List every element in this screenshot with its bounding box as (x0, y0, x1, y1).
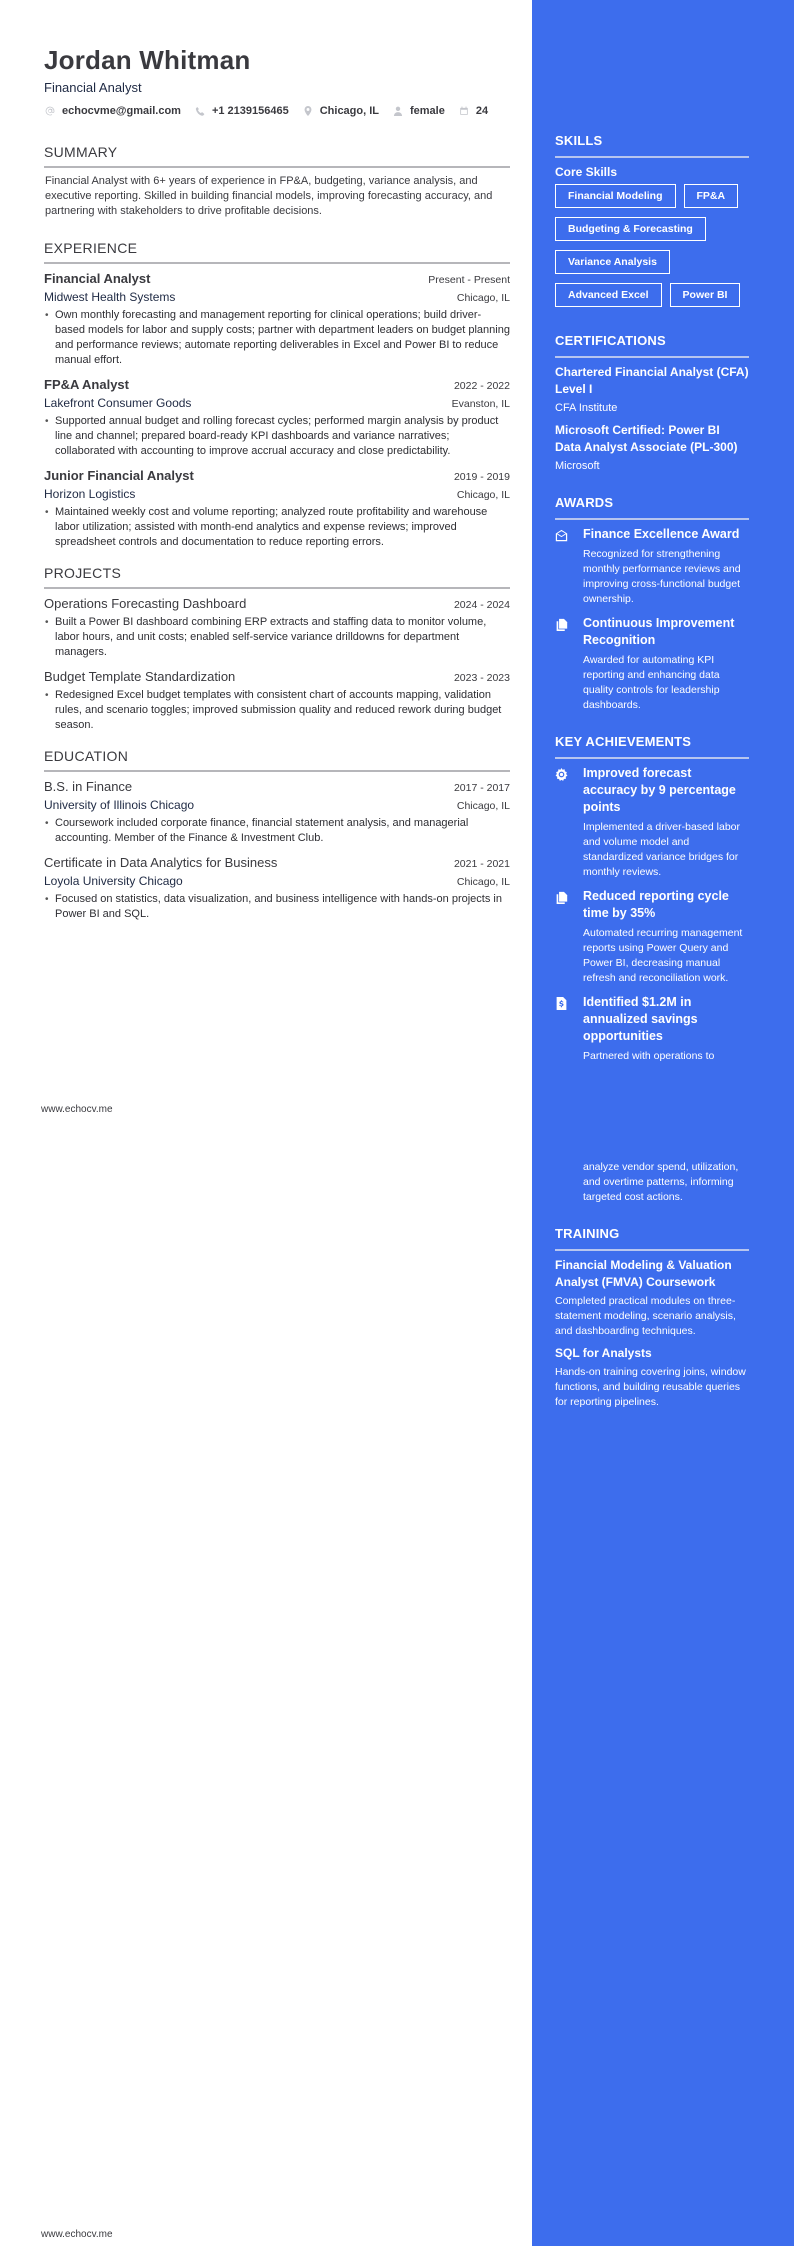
award-item (555, 615, 749, 713)
project-bullet: • Built a Power BI dashboard combining ERP extracts and staffing data to monitor volume, labor hours, and unit costs; enabled self-service variance drilldowns for department managers. (44, 615, 510, 660)
company-name: Midwest Health Systems (44, 290, 176, 304)
job-title: FP&A Analyst (44, 377, 129, 392)
education-entry (44, 778, 510, 846)
section-title: SKILLS (555, 132, 749, 158)
at-sign-icon (44, 105, 56, 117)
certification-name: Chartered Financial Analyst (CFA) Level I (555, 365, 749, 396)
contact-gender (392, 105, 445, 117)
award-description: Awarded for automating KPI reporting and enhancing data quality controls for leadership dashboards. (583, 654, 720, 711)
job-location: Chicago, IL (456, 489, 510, 501)
summary-section (44, 143, 510, 219)
achievement-title: Reduced reporting cycle time by 35% (583, 889, 729, 920)
page-break-gap (583, 1064, 749, 1160)
school-name: University of Illinois Chicago (44, 798, 195, 812)
contact-phone[interactable] (194, 105, 289, 117)
training-description: Hands-on training covering joins, window functions, and building reusable queries for reporting pipelines. (555, 1366, 746, 1408)
email-text: echocvme@gmail.com (62, 105, 181, 117)
job-bullet: • Supported annual budget and rolling forecast cycles; performed margin analysis by product line and channel; prepared board-ready KPI dashboards and variance narratives; collaborated with accounting to improve accrual accuracy and close predictability. (44, 414, 510, 459)
achievement-title: Identified $1.2M in annualized savings opportunities (583, 995, 698, 1043)
job-title: Junior Financial Analyst (44, 468, 194, 483)
education-dates: 2021 - 2021 (453, 858, 510, 870)
award-item (555, 526, 749, 607)
project-dates: 2024 - 2024 (453, 599, 510, 611)
project-bullet: • Redesigned Excel budget templates with consistent chart of accounts mapping, validation rules, and scenario toggles; improved submission quality and reduced rework during budget season. (44, 688, 510, 733)
certification-issuer: CFA Institute (555, 402, 618, 414)
skill-chip[interactable]: Advanced Excel (555, 283, 662, 307)
achievement-description: Partnered with operations to (583, 1050, 715, 1062)
project-dates: 2023 - 2023 (453, 672, 510, 684)
skill-chip[interactable]: Variance Analysis (555, 250, 670, 274)
section-title: TRAINING (555, 1225, 749, 1251)
location-text: Chicago, IL (319, 105, 379, 117)
training-section (555, 1225, 749, 1410)
job-location: Chicago, IL (456, 292, 510, 304)
achievement-item (555, 765, 749, 880)
skills-group-title: Core Skills (555, 165, 618, 179)
phone-text: +1 2139156465 (211, 105, 289, 117)
envelope-open-icon (555, 526, 583, 607)
phone-icon (194, 105, 206, 117)
section-title: CERTIFICATIONS (555, 332, 749, 358)
contact-age (458, 105, 488, 117)
project-name: Operations Forecasting Dashboard (44, 596, 247, 611)
achievement-description: Automated recurring management reports using Power Query and Power BI, decreasing manual refresh and reconciliation work. (583, 927, 743, 984)
footer-link-page2[interactable]: www.echocv.me (41, 2229, 113, 2240)
degree-name: B.S. in Finance (44, 779, 133, 794)
footer-link-page1[interactable]: www.echocv.me (41, 1104, 113, 1115)
job-dates: 2022 - 2022 (453, 380, 510, 392)
award-title: Finance Excellence Award (583, 527, 740, 541)
school-name: Loyola University Chicago (44, 874, 183, 888)
education-entry (44, 854, 510, 922)
achievement-title: Improved forecast accuracy by 9 percentage points (583, 766, 736, 814)
project-entry (44, 668, 510, 733)
experience-entry (44, 270, 510, 368)
skill-chips (555, 184, 749, 316)
section-title: PROJECTS (44, 564, 510, 589)
copy-icon (555, 888, 583, 986)
experience-entry (44, 467, 510, 550)
section-title: AWARDS (555, 494, 749, 520)
contact-location (302, 105, 379, 117)
gender-text: female (410, 105, 445, 117)
certifications-section (555, 332, 749, 474)
company-name: Horizon Logistics (44, 487, 136, 501)
job-title: Financial Analyst (44, 271, 151, 286)
achievement-description-continued: analyze vendor spend, utilization, and overtime patterns, informing targeted cost actions. (583, 1161, 739, 1203)
section-title: KEY ACHIEVEMENTS (555, 733, 749, 759)
training-description: Completed practical modules on three-statement modeling, scenario analysis, and dashboarding techniques. (555, 1295, 736, 1337)
skill-chip[interactable]: Financial Modeling (555, 184, 676, 208)
project-name: Budget Template Standardization (44, 669, 236, 684)
training-item (555, 1257, 749, 1339)
calendar-icon (458, 105, 470, 117)
training-title: SQL for Analysts (555, 1346, 652, 1360)
section-title: SUMMARY (44, 143, 510, 168)
skills-section (555, 132, 749, 316)
age-text: 24 (475, 105, 489, 117)
education-section (44, 747, 510, 922)
job-location: Evanston, IL (451, 398, 510, 410)
achievement-item (555, 994, 749, 1205)
certification-item (555, 422, 749, 474)
file-dollar-icon (555, 994, 583, 1205)
degree-name: Certificate in Data Analytics for Business (44, 855, 278, 870)
school-location: Chicago, IL (456, 800, 510, 812)
main-column (44, 44, 510, 930)
projects-section (44, 564, 510, 733)
section-title: EXPERIENCE (44, 239, 510, 264)
award-title: Continuous Improvement Recognition (583, 616, 735, 647)
certification-issuer: Microsoft (555, 460, 600, 472)
contact-email[interactable] (44, 105, 181, 117)
awards-section (555, 494, 749, 713)
experience-section (44, 239, 510, 550)
achievement-item (555, 888, 749, 986)
candidate-name: Jordan Whitman (44, 45, 251, 75)
award-description: Recognized for strengthening monthly performance reviews and improving cross-functional budget ownership. (583, 548, 741, 605)
gear-icon (555, 765, 583, 880)
training-title: Financial Modeling & Valuation Analyst (FMVA) Coursework (555, 1258, 732, 1289)
education-bullet: • Focused on statistics, data visualization, and business intelligence with hands-on projects in Power BI and SQL. (44, 892, 510, 922)
project-entry (44, 595, 510, 660)
candidate-role: Financial Analyst (44, 80, 142, 95)
skill-chip[interactable]: Power BI (670, 283, 741, 307)
job-bullet: • Own monthly forecasting and management reporting for clinical operations; build driver-based models for labor and supply costs; partner with department leaders on budget planning and performance reviews; automate reporting deliverables in Excel and Power BI to reduce manual effort. (44, 308, 510, 368)
experience-entry (44, 376, 510, 459)
school-location: Chicago, IL (456, 876, 510, 888)
job-dates: Present - Present (428, 274, 510, 286)
company-name: Lakefront Consumer Goods (44, 396, 192, 410)
sidebar (555, 132, 749, 1430)
certification-name: Microsoft Certified: Power BI Data Analyst Associate (PL-300) (555, 423, 738, 454)
user-icon (392, 105, 404, 117)
section-title: EDUCATION (44, 747, 510, 772)
skill-chip[interactable]: FP&A (684, 184, 739, 208)
summary-text: Financial Analyst with 6+ years of experience in FP&A, budgeting, variance analysis, and executive reporting. Skilled in building financial models, improving forecasting accuracy, and partnering with stakeholders to drive profitable decisions. (45, 175, 493, 217)
education-bullet: • Coursework included corporate finance, financial statement analysis, and managerial accounting. Member of the Finance & Investment Club. (44, 816, 510, 846)
certification-item (555, 364, 749, 416)
education-dates: 2017 - 2017 (453, 782, 510, 794)
job-bullet: • Maintained weekly cost and volume reporting; analyzed route profitability and warehouse labor utilization; assisted with month-end analytics and expense reviews; improved spreadsheet controls and documentation to reduce reporting errors. (44, 505, 510, 550)
job-dates: 2019 - 2019 (453, 471, 510, 483)
skill-chip[interactable]: Budgeting & Forecasting (555, 217, 706, 241)
map-pin-icon (302, 105, 314, 117)
achievement-description: Implemented a driver-based labor and volume model and standardized variance bridges for monthly reviews. (583, 821, 740, 878)
contact-bar (44, 103, 510, 119)
achievements-section (555, 733, 749, 1205)
training-item (555, 1345, 749, 1410)
copy-icon (555, 615, 583, 713)
